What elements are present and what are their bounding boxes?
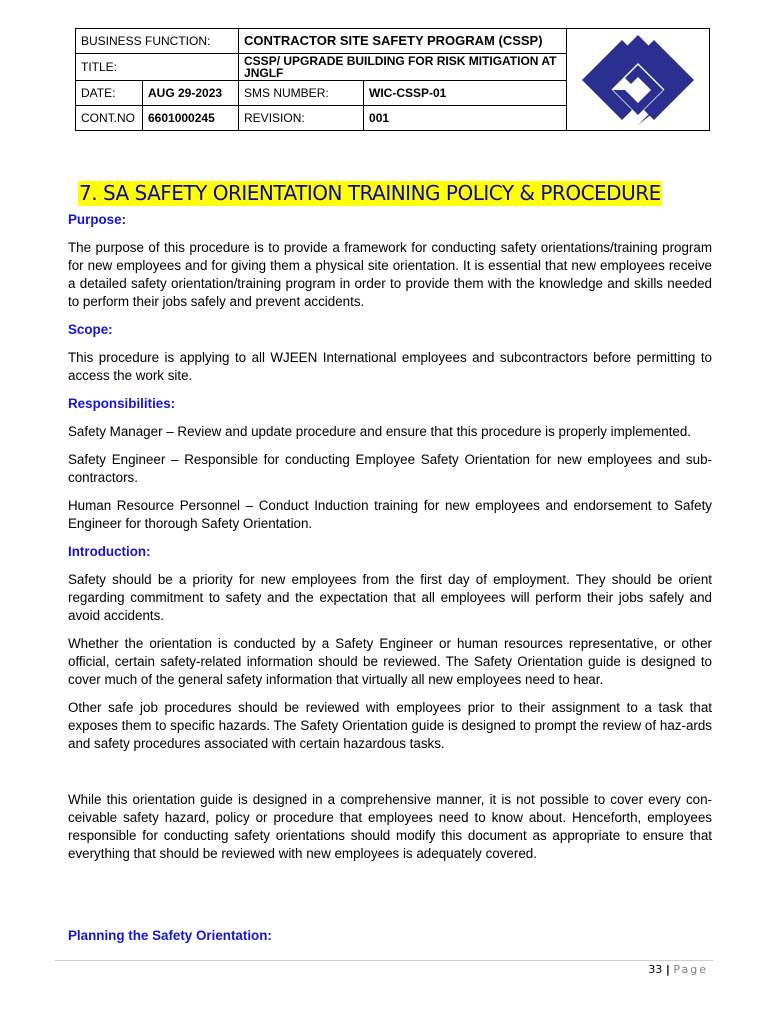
spacer xyxy=(68,873,712,927)
cont-no-value: 6601000245 xyxy=(143,106,239,131)
title-label: TITLE: xyxy=(76,54,239,81)
cont-no-label: CONT.NO xyxy=(76,106,143,131)
company-logo-icon xyxy=(582,35,694,125)
revision-value: 001 xyxy=(364,106,567,131)
page-label: Page xyxy=(673,963,708,976)
purpose-heading: Purpose: xyxy=(68,212,127,227)
title-value: CSSP/ UPGRADE BUILDING FOR RISK MITIGATION AT JNGLF xyxy=(239,54,567,81)
sms-number-label: SMS NUMBER: xyxy=(239,81,364,106)
sms-number-value: WIC-CSSP-01 xyxy=(364,81,567,106)
page-footer xyxy=(648,963,708,976)
date-label: DATE: xyxy=(76,81,143,106)
spacer xyxy=(68,763,712,791)
introduction-paragraph: Other safe job procedures should be reviewed with employees prior to their assignment to a task that exposes them to specific hazards. The Safety Orientation guide is designed to prompt the review of haz-ards and safety procedures associated with certain hazardous tasks. xyxy=(68,700,712,751)
company-logo xyxy=(567,29,710,131)
section-title: 7. SA SAFETY ORIENTATION TRAINING POLICY & PROCEDURE xyxy=(79,181,661,205)
business-function-value: CONTRACTOR SITE SAFETY PROGRAM (CSSP) xyxy=(239,29,567,54)
footer-separator: | xyxy=(665,963,670,976)
responsibilities-heading: Responsibilities: xyxy=(68,396,176,411)
introduction-paragraph: Whether the orientation is conducted by a Safety Engineer or human resources representative, or other official, certain safety-related information should be reviewed. The Safety Orientation guide is designed to cover much of the general safety information that virtually all new employees need to hear. xyxy=(68,636,712,687)
revision-label: REVISION: xyxy=(239,106,364,131)
page-number: 33 xyxy=(648,963,663,976)
scope-text: This procedure is applying to all WJEEN International employees and subcontractors before permitting to access the work site. xyxy=(68,350,712,383)
introduction-heading: Introduction: xyxy=(68,544,151,559)
responsibility-safety-manager: Safety Manager – Review and update procedure and ensure that this procedure is properly implemented. xyxy=(68,424,692,439)
document-header-table xyxy=(75,28,710,131)
introduction-paragraph: While this orientation guide is designed in a comprehensive manner, it is not possible to cover every con-ceivable safety hazard, policy or procedure that employees need to know about. Henceforth, employees responsible for conducting safety orientations should modify this document as appropriate to ensure that everything that should be reviewed with new employees is adequately covered. xyxy=(68,792,712,861)
responsibility-hr-personnel: Human Resource Personnel – Conduct Induction training for new employees and endorsement to Safety Engineer for thorough Safety Orientation. xyxy=(68,498,712,531)
purpose-text: The purpose of this procedure is to provide a framework for conducting safety orientations/training program for new employees and for giving them a physical site orientation. It is essential that new employees receive a detailed safety orientation/training program in order to provide them with the knowledge and skills needed to perform their jobs safely and prevent accidents. xyxy=(68,240,712,309)
document-body xyxy=(68,211,712,955)
footer-divider xyxy=(55,960,713,961)
introduction-paragraph: Safety should be a priority for new employees from the first day of employment. They should be orient regarding commitment to safety and the expectation that all employees will perform their jobs safely and avoid accidents. xyxy=(68,572,712,623)
business-function-label: BUSINESS FUNCTION: xyxy=(76,29,239,54)
scope-heading: Scope: xyxy=(68,322,113,337)
planning-heading: Planning the Safety Orientation: xyxy=(68,928,272,943)
date-value: AUG 29-2023 xyxy=(143,81,239,106)
responsibility-safety-engineer: Safety Engineer – Responsible for conducting Employee Safety Orientation for new employees and sub-contractors. xyxy=(68,452,712,485)
